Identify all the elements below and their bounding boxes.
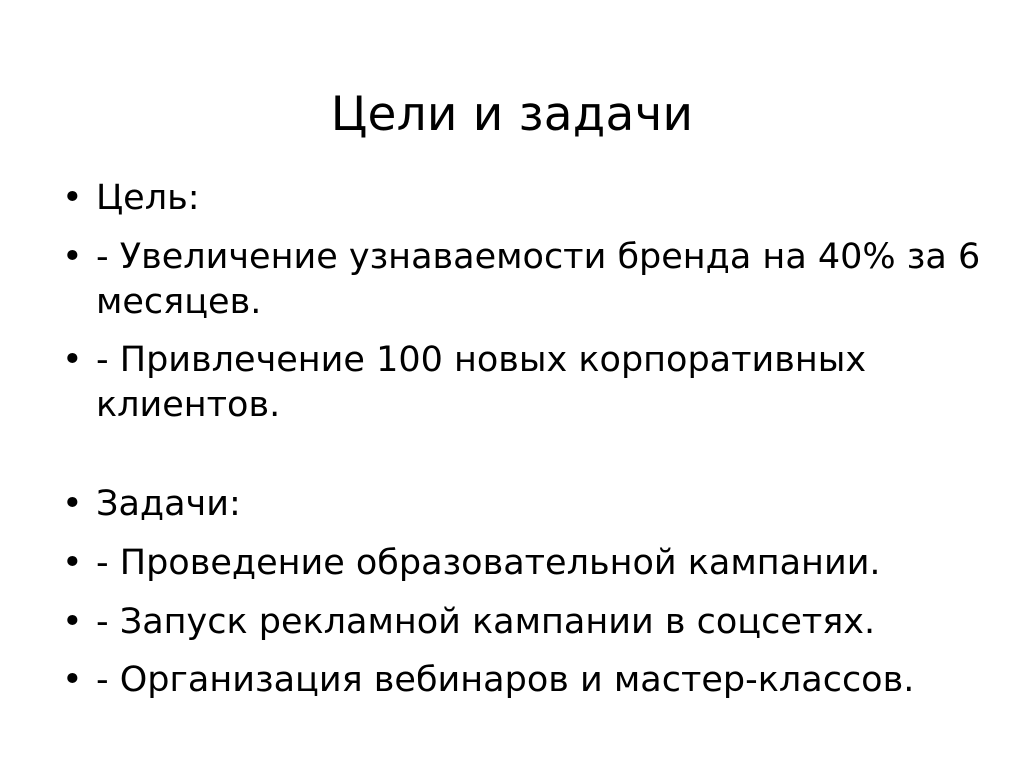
bullet-marker-icon: • bbox=[62, 340, 83, 381]
list-item bbox=[44, 176, 984, 221]
list-item-label: - Организация вебинаров и мастер-классов. bbox=[96, 660, 915, 701]
list-item bbox=[44, 600, 984, 645]
bullet-marker-icon: • bbox=[62, 483, 83, 524]
list-item-spacer bbox=[44, 442, 984, 482]
list-item-label: - Проведение образовательной кампании. bbox=[96, 542, 881, 583]
list-item-label: - Увеличение узнаваемости бренда на 40% за 6 месяцев. bbox=[96, 236, 981, 322]
bullet-marker-icon: • bbox=[62, 542, 83, 583]
list-item-label: Задачи: bbox=[96, 483, 241, 524]
list-item-label: - Привлечение 100 новых корпоративных клиентов. bbox=[96, 340, 867, 426]
list-item bbox=[44, 338, 984, 428]
bullet-marker-icon: • bbox=[62, 236, 83, 277]
list-item-label: Цель: bbox=[96, 178, 200, 218]
list-item-label: - Запуск рекламной кампании в соцсетях. bbox=[96, 601, 876, 642]
list-item bbox=[44, 482, 984, 527]
bullet-marker-icon: • bbox=[62, 178, 83, 218]
list-item bbox=[44, 541, 984, 586]
bullet-marker-icon: • bbox=[62, 601, 83, 642]
list-item bbox=[44, 658, 984, 703]
bullet-list bbox=[44, 176, 984, 717]
list-item bbox=[44, 235, 984, 325]
page-title: Цели и задачи bbox=[330, 87, 694, 143]
bullet-marker-icon: • bbox=[62, 660, 83, 701]
